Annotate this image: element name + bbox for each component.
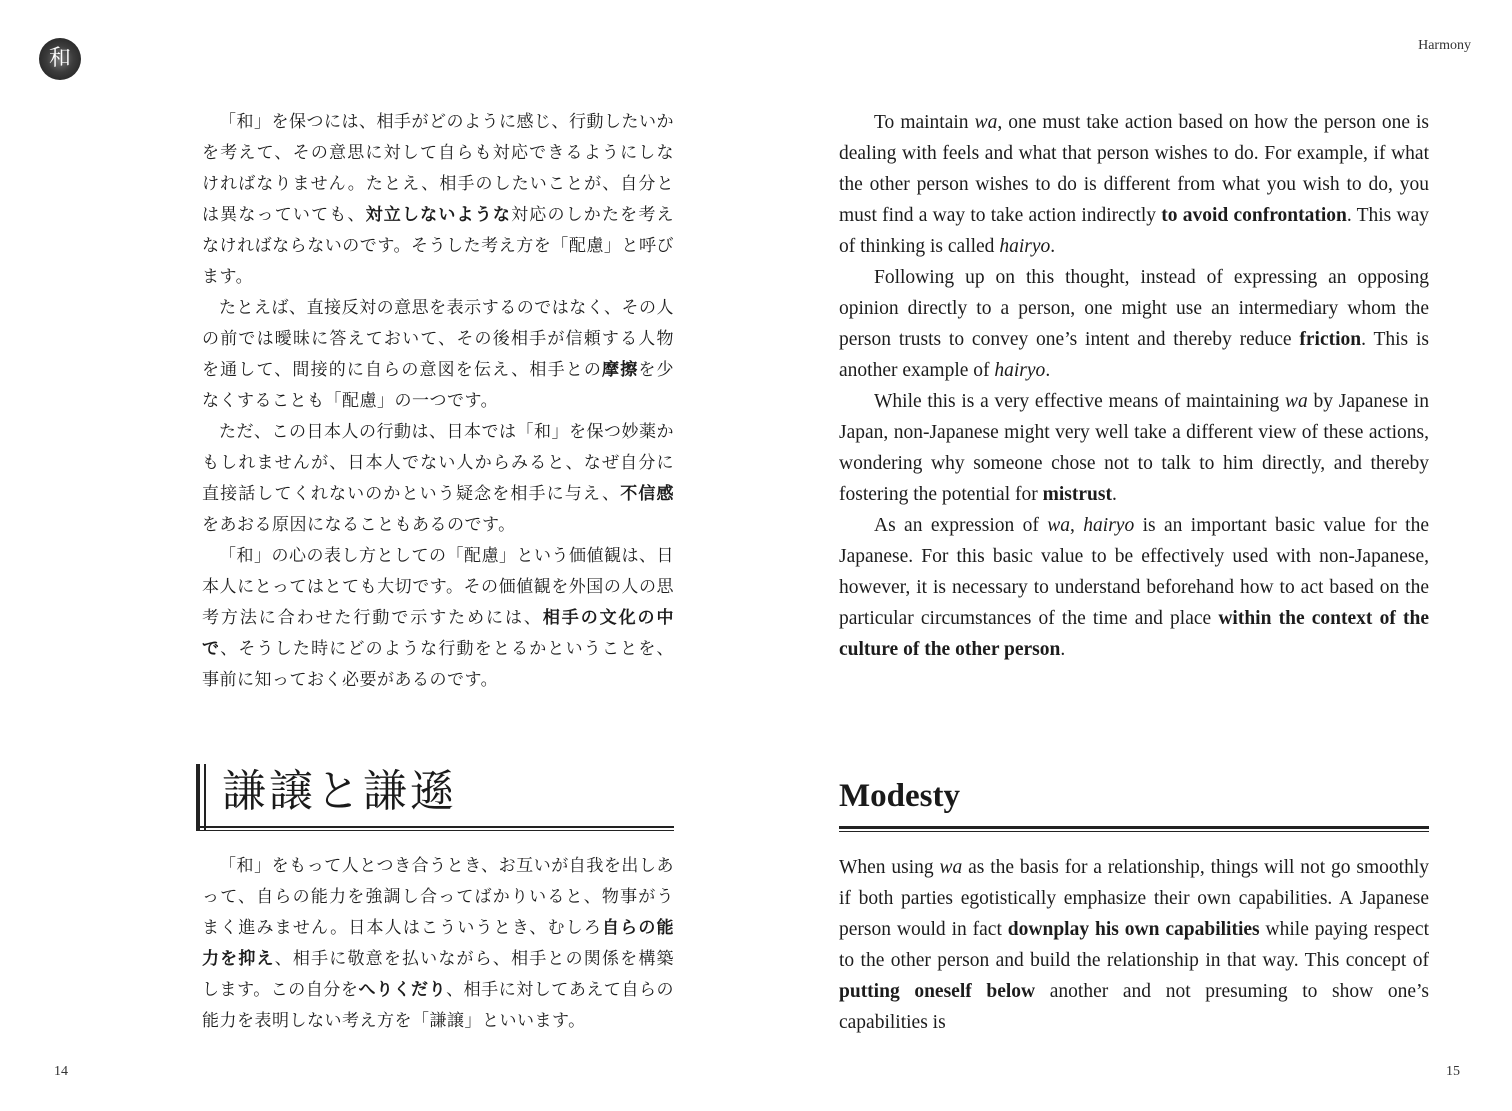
text-run: たとえば、直接反対の意思を表示するのではなく、その人の前では曖昧に答えておいて、その後相手が信頼する人物を通して、間接的に自らの意図を伝え、相手との: [202, 298, 674, 380]
paragraph: [202, 851, 674, 1037]
bold-phrase: mistrust: [1042, 484, 1112, 505]
english-heading-text: Modesty: [839, 778, 960, 814]
text-run: by Japanese in Japan, non-Japanese might very well take a different view of these actions, wondering why someone chose not to talk to him directly, and thereby fostering the potential for: [839, 391, 1430, 505]
heading-bar: [196, 764, 200, 830]
heading-rule-thin: [839, 831, 1429, 832]
bold-phrase: 相手の文化の中で: [202, 608, 674, 659]
bold-phrase: 摩擦: [602, 360, 639, 380]
heading-rule: [196, 826, 674, 828]
bold-phrase: friction: [1299, 329, 1362, 350]
page-number-right: 15: [1446, 1064, 1460, 1079]
text-run: 「和」の心の表し方としての「配慮」という価値観は、日本人にとってはとても大切です。その価値観を外国の人の思考方法に合わせた行動で示すためには、: [202, 546, 674, 628]
text-run: Following up on this thought, instead of expressing an opposing opinion directly to a person, one might use an intermediary whom the person trusts to convey one’s intent and thereby reduce: [839, 267, 1429, 350]
badge-glyph: 和: [48, 46, 71, 71]
english-body-bottom: [839, 852, 1429, 1038]
bold-phrase: downplay his own capabilities: [1007, 919, 1260, 940]
heading-rule-thin: [196, 830, 674, 831]
text-run: 「和」を保つには、相手がどのように感じ、行動したいかを考えて、その意思に対して自らも対応できるようにしなければなりません。たとえ、相手のしたいことが、自分とは異なっていても、: [202, 112, 674, 225]
italic-term: wa: [1047, 515, 1071, 536]
text-run: 「和」をもって人とつき合うとき、お互いが自我を出しあって、自らの能力を強調し合ってばかりいると、物事がうまく進みません。日本人はこういうとき、むしろ: [202, 856, 674, 938]
chapter-badge-icon: [39, 38, 81, 80]
italic-term: hairyo: [1083, 515, 1135, 536]
text-run: while paying respect to the other person and build the relationship in that way. This concept of: [839, 919, 1429, 971]
paragraph: [202, 417, 674, 541]
text-run: 対応のしかたを考えなければならないのです。そうした考え方を「配慮」と呼びます。: [202, 205, 675, 287]
text-run: .: [1050, 236, 1056, 257]
text-run: .: [1045, 360, 1051, 381]
text-run: When using: [839, 857, 940, 878]
text-run: .: [1111, 484, 1117, 505]
paragraph: [839, 852, 1429, 1038]
bold-phrase: within the context of the culture of the other person: [839, 608, 1429, 660]
english-section-heading: [839, 772, 1429, 834]
bold-phrase: 対立しないような: [365, 205, 512, 225]
text-run: 、相手に敬意を払いながら、相手との関係を構築します。この自分を: [202, 949, 675, 1000]
text-run: , one must take action based on how the person one is dealing with feels and what that person wishes to do. For example, if what the other person wishes to do is different from what you wish to do, you must find a way to take action indirectly: [839, 112, 1430, 226]
text-run: While this is a very effective means of maintaining: [874, 391, 1285, 412]
paragraph: [202, 541, 674, 696]
japanese-body-top: [202, 107, 674, 696]
paragraph: [839, 262, 1429, 386]
paragraph: [202, 293, 674, 417]
paragraph: [839, 386, 1429, 510]
bold-phrase: 自らの能力を抑え: [202, 918, 674, 969]
paragraph: [839, 107, 1429, 262]
text-run: another and not presuming to show one’s capabilities is: [839, 981, 1429, 1033]
italic-term: wa: [939, 857, 963, 878]
italic-term: hairyo: [994, 360, 1046, 381]
paragraph: [839, 510, 1429, 665]
text-run: .: [1060, 639, 1066, 660]
japanese-section-heading: [196, 760, 674, 832]
page-number-left: 14: [54, 1064, 68, 1079]
italic-term: hairyo: [999, 236, 1051, 257]
english-body-top: [839, 107, 1429, 665]
bold-phrase: putting oneself below: [839, 981, 1036, 1002]
bold-phrase: 不信感: [620, 484, 674, 504]
heading-rule: [839, 826, 1429, 829]
text-run: . This way of thinking is called: [839, 205, 1429, 257]
paragraph: [202, 107, 674, 293]
italic-term: wa: [1285, 391, 1308, 412]
running-head: Harmony: [1418, 38, 1471, 53]
text-run: をあおる原因になることもあるのです。: [202, 515, 516, 535]
text-run: 、相手に対してあえて自らの能力を表明しない考え方を「謙譲」といいます。: [202, 980, 675, 1031]
text-run: . This is another example of: [839, 329, 1429, 381]
bold-phrase: へりくだり: [358, 980, 447, 1000]
bold-phrase: to avoid confrontation: [1161, 205, 1347, 226]
text-run: ただ、この日本人の行動は、日本では「和」を保つ妙薬かもしれませんが、日本人でない人からみると、なぜ自分に直接話してくれないのかという疑念を相手に与え、: [202, 422, 674, 504]
heading-bar-thin: [204, 764, 206, 830]
text-run: as the basis for a relationship, things will not go smoothly if both parties egotistically emphasize their own capabilities. A Japanese person would in fact: [839, 857, 1429, 940]
text-run: 、そうした時にどのような行動をとるかということを、事前に知っておく必要があるのです。: [202, 639, 675, 690]
text-run: を少なくすることも「配慮」の一つです。: [202, 360, 675, 411]
text-run: ,: [1070, 515, 1084, 536]
text-run: To maintain: [874, 112, 975, 133]
italic-term: wa: [974, 112, 998, 133]
japanese-heading-text: 謙譲と謙遜: [222, 766, 457, 817]
text-run: As an expression of: [874, 515, 1048, 536]
text-run: is an important basic value for the Japanese. For this basic value to be effectively used with non-Japanese, however, it is necessary to understand beforehand how to act based on the particular circumstances of the time and place: [839, 515, 1430, 629]
japanese-body-bottom: [202, 851, 674, 1037]
